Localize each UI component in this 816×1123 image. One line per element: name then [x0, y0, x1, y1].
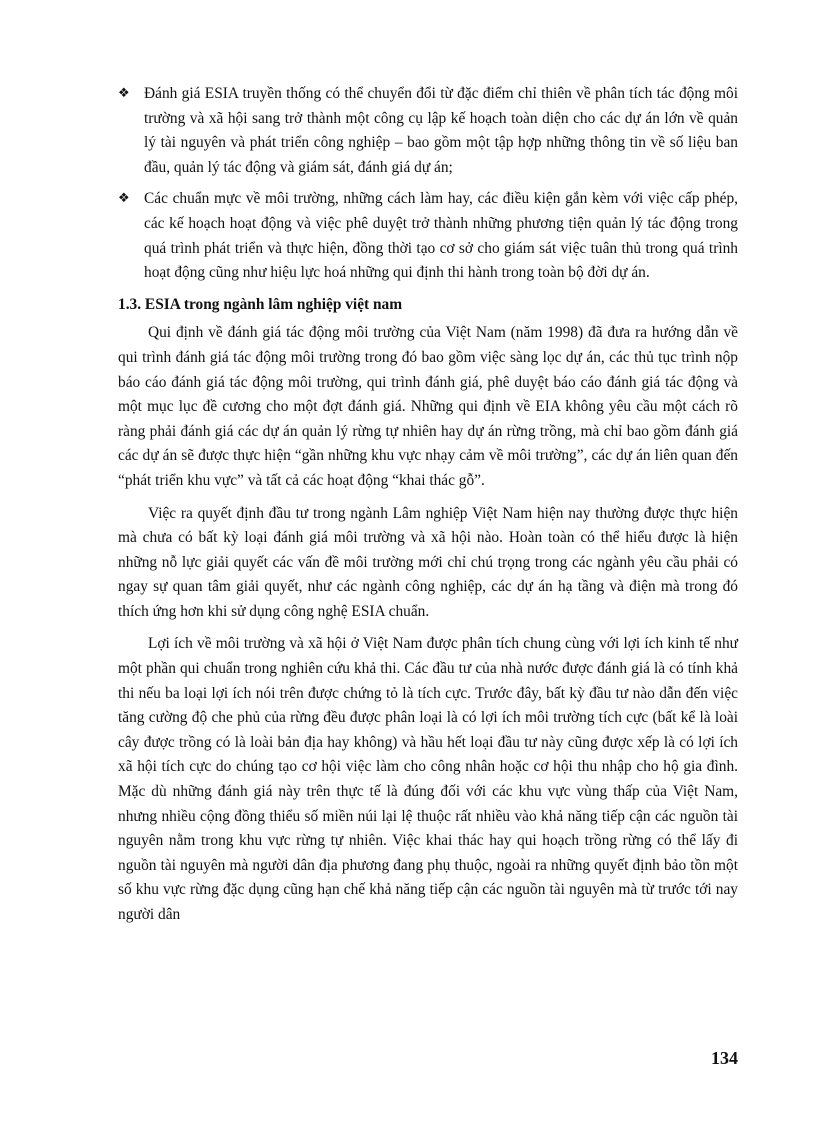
bullet-text: Đánh giá ESIA truyền thống có thể chuyển đổi từ đặc điểm chỉ thiên về phân tích tác động môi trường và xã hội sang trở thành một công cụ lập kế hoạch toàn diện cho các dự án lớn về quản lý tài nguyên và phát triển công nghiệp – bao gồm một tập hợp những thông tin về số liệu ban đầu, quản lý tác động và giám sát, đánh giá dự án;: [144, 85, 738, 176]
paragraph: Lợi ích về môi trường và xã hội ở Việt Nam được phân tích chung cùng với lợi ích kinh tế như một phần qui chuẩn trong nghiên cứu khả thi. Các đầu tư của nhà nước được đánh giá là có tính khả thi nếu ba loại lợi ích nói trên được chứng tỏ là tích cực. Trước đây, bất kỳ đầu tư nào dẫn đến việc tăng cường độ che phủ của rừng đều được phân loại là có lợi ích môi trường tích cực (bất kể là loài cây được trồng có là loài bản địa hay không) và hầu hết loại đầu tư này cũng được xếp là có lợi ích xã hội tích cực do chúng tạo cơ hội việc làm cho công nhân hoặc cơ hội thu nhập cho hộ gia đình. Mặc dù những đánh giá này trên thực tế là đúng đối với các khu vực vùng thấp của Việt Nam, nhưng nhiều cộng đồng thiểu số miền núi lại lệ thuộc rất nhiều vào khả năng tiếp cận các nguồn tài nguyên nằm trong khu vực rừng tự nhiên. Việc khai thác hay qui hoạch trồng rừng có thể lấy đi nguồn tài nguyên mà người dân địa phương đang phụ thuộc, ngoài ra những quyết định bảo tồn một số khu vực rừng đặc dụng cũng hạn chế khả năng tiếp cận các nguồn tài nguyên mà từ trước tới nay người dân: [118, 635, 738, 923]
paragraph: Qui định về đánh giá tác động môi trường của Việt Nam (năm 1998) đã đưa ra hướng dẫn về qui trình đánh giá tác động môi trường trong đó bao gồm việc sàng lọc dự án, các thủ tục trình nộp báo cáo đánh giá tác động môi trường, qui trình đánh giá, phê duyệt báo cáo đánh giá tác động và một mục lục đề cương cho một đợt đánh giá. Những qui định về EIA không yêu cầu một cách rõ ràng phải đánh giá các dự án quản lý rừng tự nhiên hay dự án rừng trồng, mà chỉ bao gồm đánh giá các dự án sẽ được thực hiện “gần những khu vực nhạy cảm về môi trường”, các dự án liên quan đến “phát triển khu vực” và tất cả các hoạt động “khai thác gỗ”.: [118, 324, 738, 489]
diamond-bullet-icon: ❖: [118, 191, 130, 207]
bullet-text: Các chuẩn mực về môi trường, những cách làm hay, các điều kiện gắn kèm với việc cấp phép, các kế hoạch hoạt động và việc phê duyệt trở thành những phương tiện quản lý tác động trong quá trình phát triển và thực hiện, đồng thời tạo cơ sở cho giám sát việc tuân thủ trong quá trình hoạt động cũng như hiệu lực hoá những qui định thi hành trong toàn bộ đời dự án.: [144, 190, 738, 282]
bullet-item: [118, 187, 738, 285]
document-page: [118, 82, 738, 936]
bullet-item: [118, 82, 738, 180]
section-heading: 1.3. ESIA trong ngành lâm nghiệp việt nam: [118, 295, 403, 313]
page-number: 134: [711, 1048, 738, 1068]
diamond-bullet-icon: ❖: [118, 86, 130, 101]
paragraph: Việc ra quyết định đầu tư trong ngành Lâm nghiệp Việt Nam hiện nay thường được thực hiện mà chưa có bất kỳ loại đánh giá môi trường và xã hội nào. Hoàn toàn có thể hiểu được là hiện những nỗ lực giải quyết các vấn đề môi trường mới chỉ chú trọng trong các ngành yêu cầu phải có ngay sự quan tâm giải quyết, như các ngành công nghiệp, các dự án hạ tầng và điện mà trong đó thích ứng hơn khi sử dụng công nghệ ESIA chuẩn.: [118, 504, 738, 620]
